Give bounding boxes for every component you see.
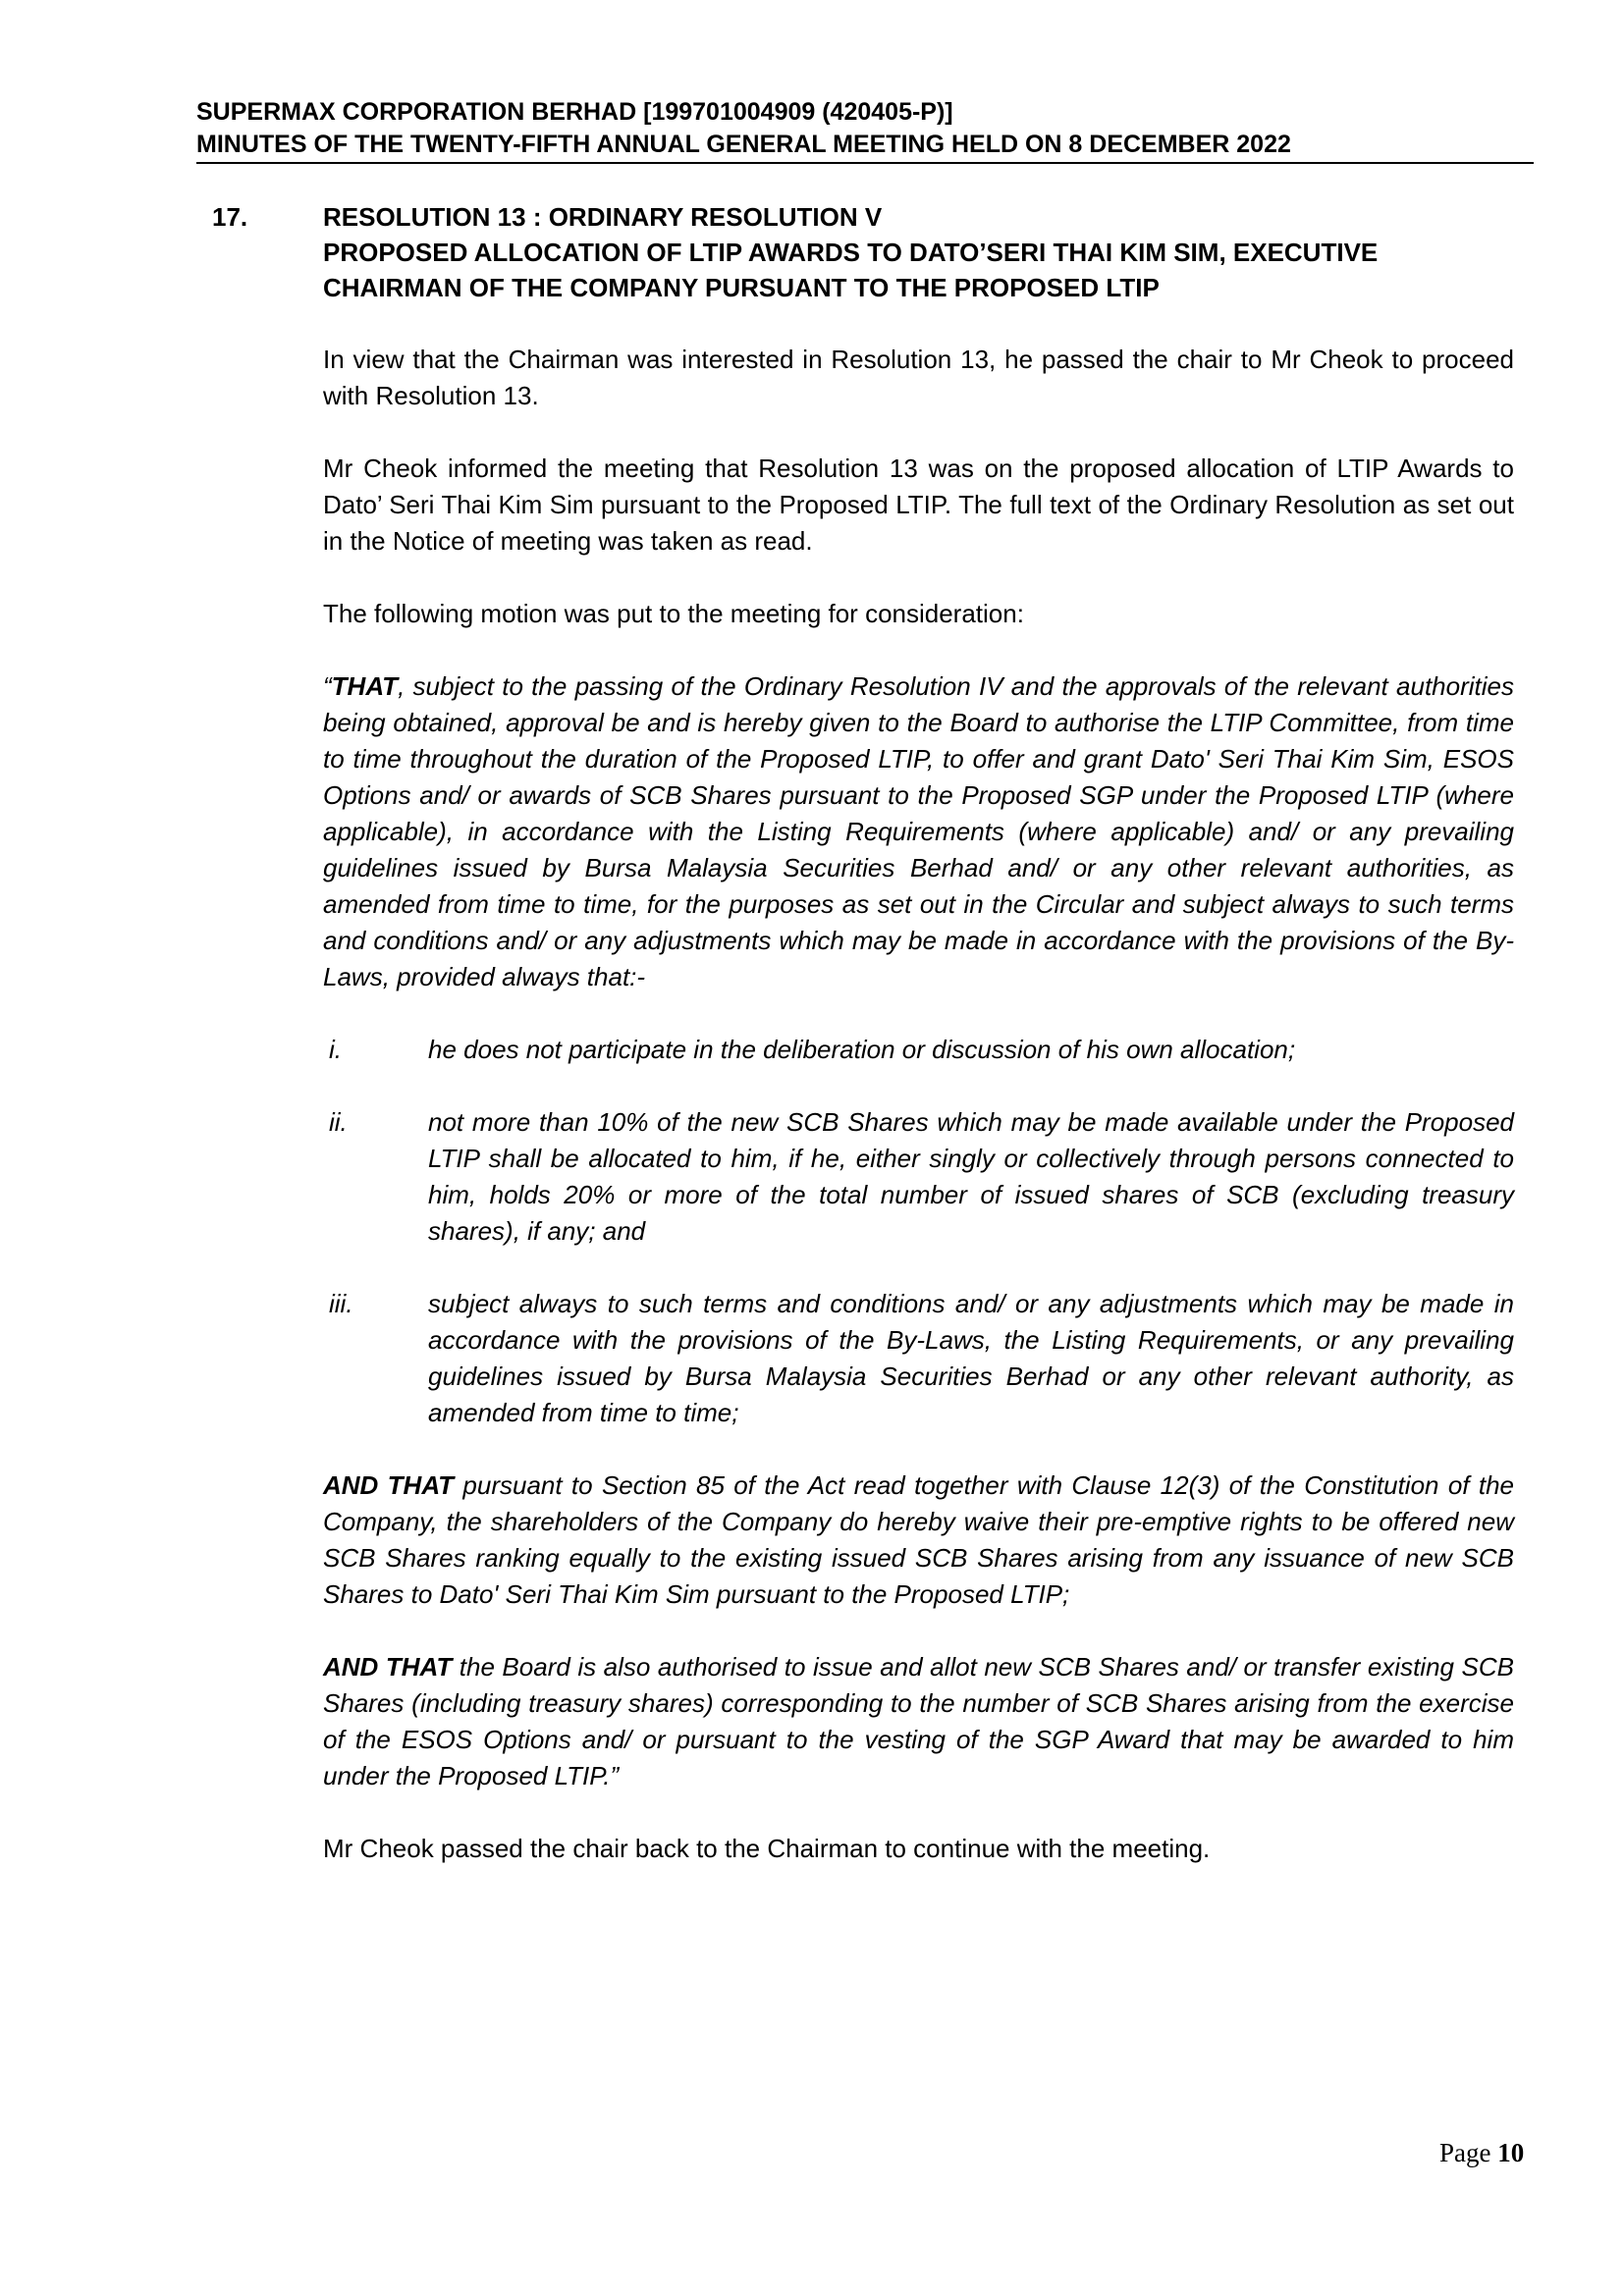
motion-text-rest: , subject to the passing of the Ordinary Resolution IV and the approvals of the relevant authorities being obtained, approval be and is hereby given to the Board to authorise the LTIP Committee, from time to time throughout the duration of the Proposed LTIP, to offer and grant Dato' Seri Thai Kim Sim, ESOS Options and/ or awards of SCB Shares pursuant to the Proposed SGP under the Proposed LTIP (where applicable), in accordance with the Listing Requirements (where applicable) and/ or any prevailing guidelines issued by Bursa Malaysia Securities Berhad and/ or any other relevant authorities, as amended from time to time, for the purposes as set out in the Circular and subject always to such terms and conditions and/ or any adjustments which may be made in accordance with the provisions of the By-Laws, provided always that:- [323, 671, 1514, 991]
section-title-line2: PROPOSED ALLOCATION OF LTIP AWARDS TO DATO’SERI THAI KIM SIM, EXECUTIVE CHAIRMAN OF THE COMPANY PURSUANT TO THE PROPOSED LTIP [323, 238, 1379, 302]
resolution-section [196, 199, 1532, 1903]
motion-that-bold: THAT [331, 671, 399, 701]
page-number [1439, 2138, 1524, 2168]
section-number: 17. [212, 202, 248, 232]
and-that-bold: AND THAT [323, 1470, 455, 1500]
list-item [323, 1104, 1514, 1250]
header-minutes-line: MINUTES OF THE TWENTY-FIFTH ANNUAL GENERAL MEETING HELD ON 8 DECEMBER 2022 [196, 131, 1291, 158]
header-company-line: SUPERMAX CORPORATION BERHAD [199701004909 (420405-P)] [196, 98, 953, 126]
paragraph-resolution-info: Mr Cheok informed the meeting that Resolution 13 was on the proposed allocation of LTIP Awards to Dato’ Seri Thai Kim Sim pursuant to the Proposed LTIP. The full text of the Ordinary Resolution as set out in the Notice of meeting was taken as read. [323, 454, 1514, 556]
page-number-value: 10 [1497, 2138, 1525, 2167]
list-item-text: subject always to such terms and conditions and/ or any adjustments which may be made in accordance with the provisions of the By-Laws, the Listing Requirements, or any prevailing guidelines issued by Bursa Malaysia Securities Berhad or any other relevant authority, as amended from time to time; [428, 1289, 1514, 1427]
section-title [323, 199, 1514, 305]
and-that-bold: AND THAT [323, 1652, 453, 1682]
paragraph-and-that-preemptive [323, 1468, 1514, 1613]
list-item [323, 1286, 1514, 1431]
and-that-text: the Board is also authorised to issue and allot new SCB Shares and/ or transfer existing SCB Shares (including treasury shares) corresponding to the number of SCB Shares arising from the exercise of the ESOS Options and/ or pursuant to the vesting of the SGP Award that may be awarded to him under the Proposed LTIP.” [323, 1652, 1514, 1790]
and-that-text: pursuant to Section 85 of the Act read together with Clause 12(3) of the Constitution of the Company, the shareholders of the Company do hereby waive their pre-emptive rights to be offered new SCB Shares ranking equally to the existing issued SCB Shares arising from any issuance of new SCB Shares to Dato' Seri Thai Kim Sim pursuant to the Proposed LTIP; [323, 1470, 1514, 1609]
list-item [323, 1032, 1514, 1068]
section-body [323, 342, 1514, 1867]
paragraph-and-that-allotment [323, 1649, 1514, 1794]
document-header [196, 96, 1532, 161]
motion-open-quote: “ [323, 671, 332, 701]
page-label: Page [1439, 2138, 1491, 2167]
list-item-text: he does not participate in the deliberation or discussion of his own allocation; [428, 1035, 1296, 1064]
paragraph-chair-return: Mr Cheok passed the chair back to the Chairman to continue with the meeting. [323, 1834, 1211, 1863]
list-item-marker: ii. [329, 1107, 348, 1137]
list-item-marker: i. [329, 1035, 342, 1064]
section-title-line1: RESOLUTION 13 : ORDINARY RESOLUTION V [323, 202, 883, 232]
paragraph-motion-intro: The following motion was put to the meeting for consideration: [323, 599, 1024, 628]
paragraph-chair-handover: In view that the Chairman was interested in Resolution 13, he passed the chair to Mr Cheok to proceed with Resolution 13. [323, 345, 1514, 410]
list-item-marker: iii. [329, 1289, 353, 1318]
list-item-text: not more than 10% of the new SCB Shares which may be made available under the Proposed LTIP shall be allocated to him, if he, either singly or collectively through persons connected to him, holds 20% or more of the total number of issued shares of SCB (excluding treasury shares), if any; and [428, 1107, 1514, 1246]
header-divider [196, 162, 1534, 164]
paragraph-motion-text [323, 668, 1514, 995]
